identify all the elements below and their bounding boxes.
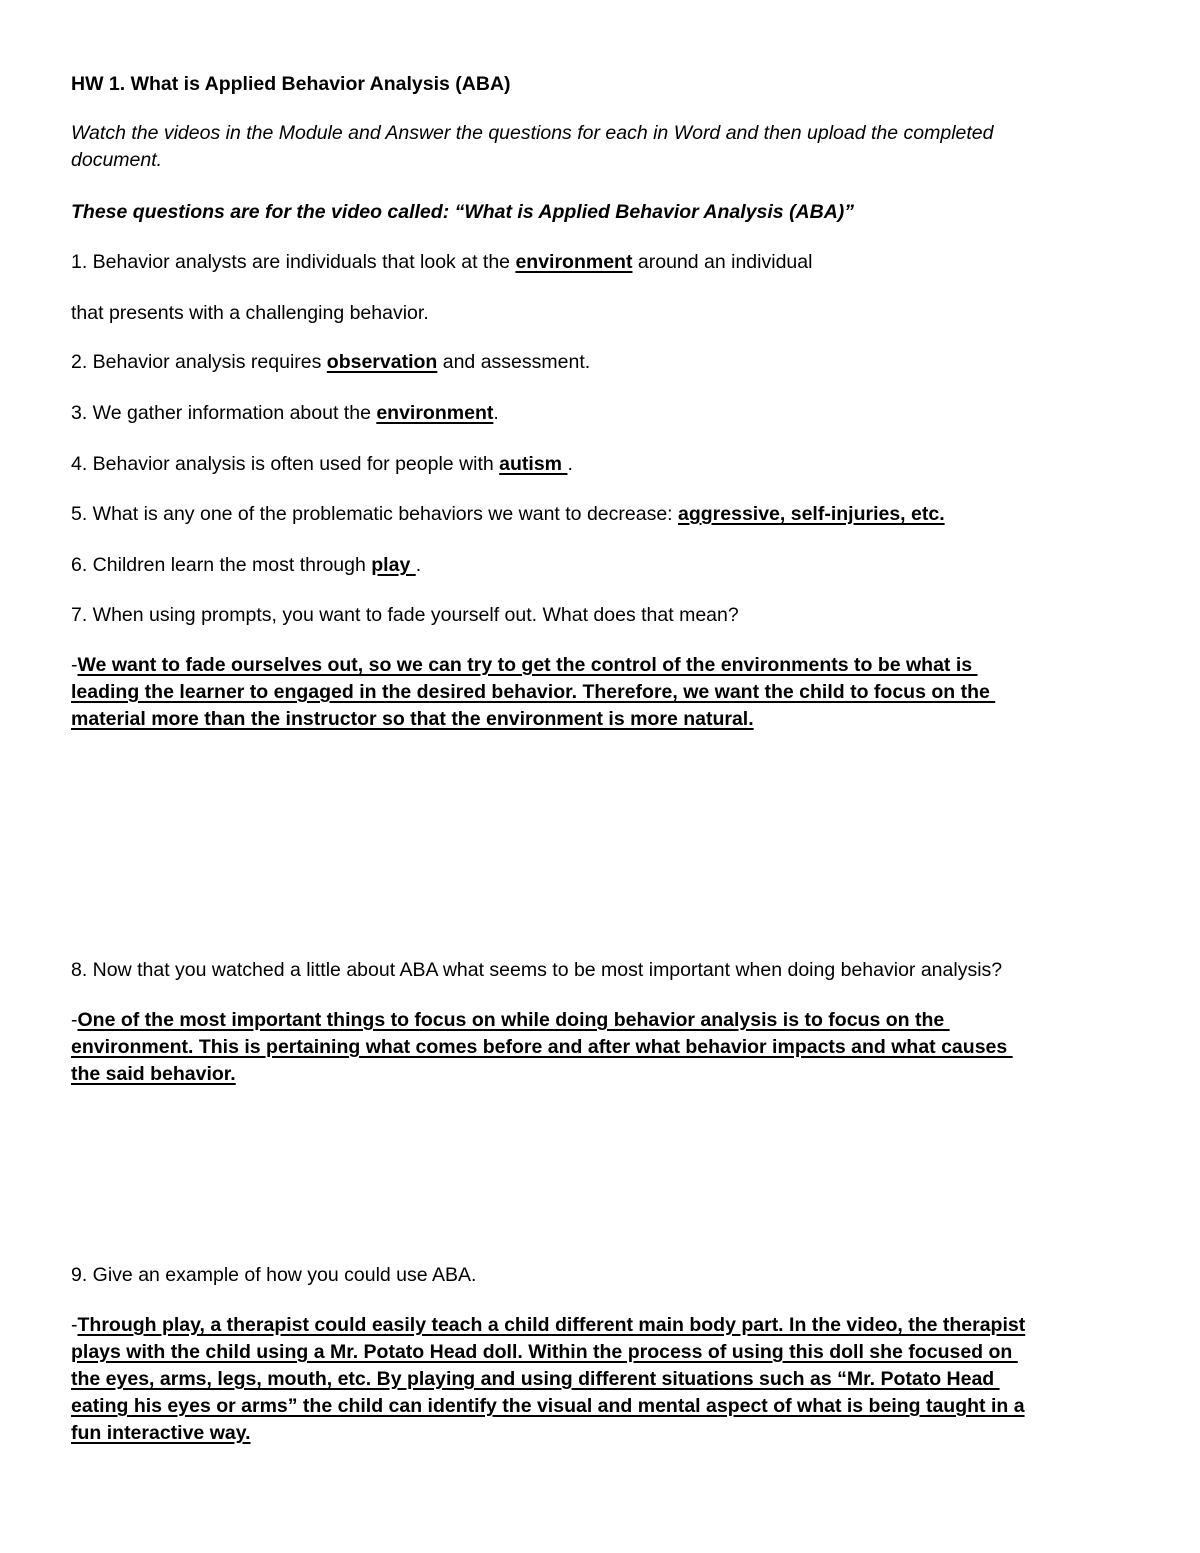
instructions-line-2: document. [71, 149, 163, 171]
question-4 [71, 451, 1140, 478]
question-2-text-after: and assessment. [437, 351, 591, 373]
question-8: 8. Now that you watched a little about ABA what seems to be most important when doing behavior analysis? [71, 959, 1003, 981]
question-4-text: 4. Behavior analysis is often used for people with [71, 453, 500, 475]
question-4-text-after: . [567, 453, 573, 475]
question-1-answer: environment [515, 251, 633, 273]
question-6 [71, 552, 1140, 579]
question-1 [71, 249, 1140, 276]
page-title: HW 1. What is Applied Behavior Analysis (ABA) [71, 73, 511, 95]
question-7-answer-line-3: material more than the instructor so that the environment is more natural. [71, 708, 754, 730]
question-9: 9. Give an example of how you could use ABA. [71, 1264, 477, 1286]
instructions-line-1: Watch the videos in the Module and Answer the questions for each in Word and then upload the completed [71, 122, 994, 144]
question-2 [71, 349, 1140, 376]
question-8-answer [71, 1007, 1013, 1088]
question-7: 7. When using prompts, you want to fade yourself out. What does that mean? [71, 604, 739, 626]
question-9-answer-line-2: plays with the child using a Mr. Potato Head doll. Within the process of using this doll she focused on [71, 1341, 1018, 1363]
question-8-answer-line-3: the said behavior. [71, 1063, 236, 1085]
question-2-answer: observation [326, 351, 438, 373]
question-9-answer [71, 1312, 1025, 1447]
question-1-continuation: that presents with a challenging behavior. [71, 302, 429, 324]
question-9-answer-line-5: fun interactive way. [71, 1422, 251, 1444]
question-3-text: 3. We gather information about the [71, 402, 377, 424]
question-7-answer [71, 652, 995, 733]
question-7-answer-line-1: We want to fade ourselves out, so we can try to get the control of the environments to be what is [77, 654, 978, 676]
answer-dash: - [71, 1314, 78, 1336]
question-7-answer-line-2: leading the learner to engaged in the desired behavior. Therefore, we want the child to focus on the [71, 681, 996, 703]
question-6-text-after: . [415, 554, 422, 576]
question-3-text-after: . [493, 402, 499, 424]
question-9-answer-line-4: eating his eyes or arms” the child can identify the visual and mental aspect of what is being taught in a [71, 1395, 1025, 1417]
answer-dash: - [71, 654, 78, 676]
question-5-text: 5. What is any one of the problematic behaviors we want to decrease: [71, 503, 678, 525]
question-9-answer-line-1: Through play, a therapist could easily teach a child different main body part. In the video, the therapist [77, 1314, 1026, 1336]
question-5-answer: aggressive, self-injuries, etc. [678, 503, 945, 525]
question-6-answer: play [371, 554, 416, 576]
question-5 [71, 501, 1140, 528]
video-subheading: These questions are for the video called: “What is Applied Behavior Analysis (ABA)” [71, 201, 855, 223]
question-6-text: 6. Children learn the most through [71, 554, 372, 576]
question-2-text: 2. Behavior analysis requires [71, 351, 327, 373]
answer-dash: - [71, 1009, 78, 1031]
question-1-text: 1. Behavior analysts are individuals that look at the [71, 251, 516, 273]
question-8-answer-line-2: environment. This is pertaining what comes before and after what behavior impacts and what causes [71, 1036, 1013, 1058]
question-3-answer: environment [376, 402, 494, 424]
question-9-answer-line-3: the eyes, arms, legs, mouth, etc. By playing and using different situations such as “Mr. Potato Head [71, 1368, 1000, 1390]
question-8-answer-line-1: One of the most important things to focus on while doing behavior analysis is to focus on the [77, 1009, 950, 1031]
question-1-text-after: around an individual [632, 251, 813, 273]
question-3 [71, 400, 1140, 427]
question-4-answer: autism [499, 453, 568, 475]
